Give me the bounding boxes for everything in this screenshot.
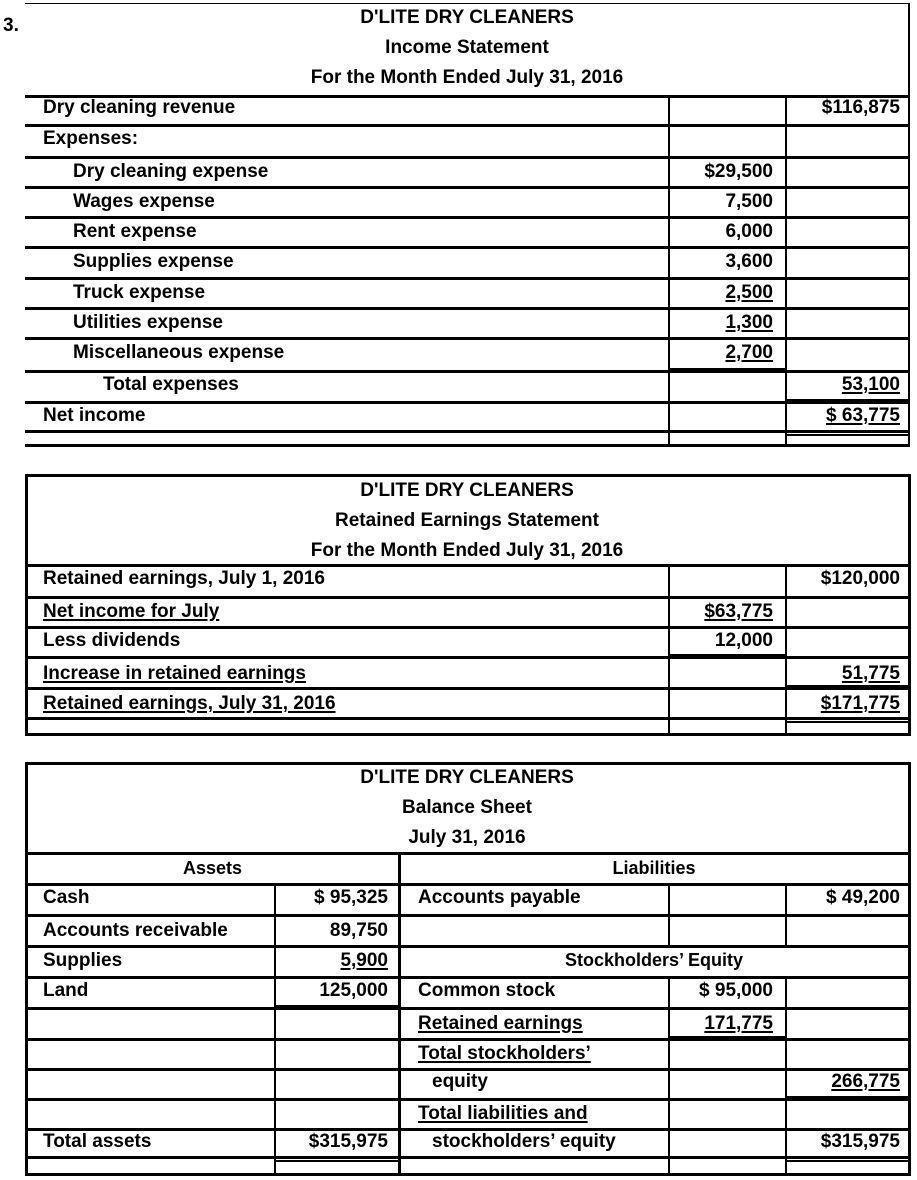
bs-row-rule bbox=[25, 883, 910, 886]
bs-double-rule bbox=[274, 1160, 398, 1162]
bs-row-rule bbox=[25, 976, 910, 979]
re-row-amount-col2: 51,775 bbox=[841, 663, 900, 684]
bs-liability-amount: $ 49,200 bbox=[826, 887, 900, 908]
bs-double-rule bbox=[785, 1156, 910, 1158]
bs-equity-label: Common stock bbox=[418, 980, 556, 1001]
re-row-label: Retained earnings, July 31, 2016 bbox=[43, 693, 336, 714]
bs-asset-label: Cash bbox=[43, 887, 90, 908]
is-row-label: Dry cleaning expense bbox=[73, 161, 269, 182]
is-row-label: Rent expense bbox=[73, 221, 197, 242]
bs-total-liab-equity-amount: $315,975 bbox=[820, 1131, 900, 1152]
is-row-label: Truck expense bbox=[73, 282, 206, 303]
bs-subtotal-rule bbox=[274, 1005, 398, 1010]
problem-number: 3. bbox=[3, 15, 19, 36]
bs-total-equity-label-2: equity bbox=[432, 1071, 488, 1092]
re-row-label: Increase in retained earnings bbox=[43, 663, 306, 684]
bs-equity-header: Stockholders’ Equity bbox=[564, 950, 744, 970]
bs-liabilities-header: Liabilities bbox=[612, 858, 696, 878]
bs-total-assets-label: Total assets bbox=[43, 1131, 152, 1152]
is-row-label: Total expenses bbox=[103, 374, 239, 395]
is-row-amount-col1: 6,000 bbox=[725, 221, 773, 242]
re-row-amount-col1: $63,775 bbox=[704, 601, 773, 622]
bs-date: July 31, 2016 bbox=[408, 827, 526, 848]
is-row-amount-col2: 53,100 bbox=[841, 374, 900, 395]
is-row-label: Miscellaneous expense bbox=[73, 342, 285, 363]
bs-row-rule bbox=[25, 1007, 910, 1010]
is-row-label: Expenses: bbox=[43, 128, 139, 149]
bs-row-rule bbox=[25, 1098, 910, 1101]
bs-left-border bbox=[25, 762, 28, 1176]
bs-title: Balance Sheet bbox=[402, 797, 532, 818]
bs-top-border bbox=[25, 762, 910, 765]
is-period: For the Month Ended July 31, 2016 bbox=[310, 67, 624, 88]
bs-col-rule bbox=[668, 883, 670, 945]
is-company-name: D'LITE DRY CLEANERS bbox=[360, 7, 574, 28]
bs-asset-label: Accounts receivable bbox=[43, 920, 228, 941]
bs-total-liab-equity-label-1: Total liabilities and bbox=[418, 1103, 588, 1124]
is-row-label: Dry cleaning revenue bbox=[43, 97, 236, 118]
is-row-amount-col1: 2,500 bbox=[725, 282, 773, 303]
is-row-amount-col2: $116,875 bbox=[821, 97, 900, 118]
bs-company-name: D'LITE DRY CLEANERS bbox=[360, 767, 574, 788]
is-row-label: Utilities expense bbox=[73, 312, 223, 333]
bs-right-border bbox=[908, 762, 911, 1176]
bs-row-rule bbox=[25, 1156, 910, 1159]
is-title: Income Statement bbox=[385, 37, 549, 58]
re-row-amount-col1: 12,000 bbox=[714, 630, 773, 651]
bs-asset-amount: 125,000 bbox=[319, 980, 388, 1001]
bs-col-rule bbox=[668, 976, 670, 1176]
re-row-label: Retained earnings, July 1, 2016 bbox=[43, 568, 325, 589]
bs-subtotal-rule bbox=[668, 1036, 785, 1041]
bs-liability-label: Accounts payable bbox=[418, 887, 581, 908]
is-row-label: Net income bbox=[43, 405, 146, 426]
bs-row-rule bbox=[25, 914, 910, 917]
bs-double-rule bbox=[274, 1156, 398, 1158]
re-period: For the Month Ended July 31, 2016 bbox=[310, 540, 624, 561]
is-row-label: Wages expense bbox=[73, 191, 215, 212]
bs-total-equity-label-1: Total stockholders’ bbox=[418, 1043, 591, 1064]
bs-equity-amount: $ 95,000 bbox=[699, 980, 773, 1001]
is-row-amount-col1: 1,300 bbox=[725, 312, 773, 333]
is-row-amount-col1: 7,500 bbox=[725, 191, 773, 212]
bs-bottom-border bbox=[25, 1173, 911, 1176]
re-title: Retained Earnings Statement bbox=[335, 510, 599, 531]
bs-equity-amount: 171,775 bbox=[704, 1013, 773, 1034]
re-row-amount-col2: $120,000 bbox=[820, 568, 900, 589]
bs-asset-amount: $ 95,325 bbox=[314, 887, 388, 908]
bs-equity-label: Retained earnings bbox=[418, 1013, 583, 1034]
re-row-label: Less dividends bbox=[43, 630, 181, 651]
bs-asset-label: Land bbox=[43, 980, 89, 1001]
bs-asset-label: Supplies bbox=[43, 950, 123, 971]
re-company-name: D'LITE DRY CLEANERS bbox=[360, 480, 574, 501]
bs-double-rule bbox=[785, 1160, 910, 1162]
is-row-amount-col1: $29,500 bbox=[704, 161, 773, 182]
bs-row-rule bbox=[25, 945, 910, 948]
re-row-amount-col2: $171,775 bbox=[820, 693, 900, 714]
bs-header-rule bbox=[25, 852, 910, 855]
bs-asset-amount: 5,900 bbox=[340, 950, 388, 971]
is-row-label: Supplies expense bbox=[73, 251, 234, 272]
re-row-label: Net income for July bbox=[43, 601, 220, 622]
bs-subtotal-rule bbox=[785, 1096, 908, 1101]
is-row-amount-col2: $ 63,775 bbox=[826, 405, 900, 426]
bs-total-equity-amount: 266,775 bbox=[831, 1071, 900, 1092]
is-row-amount-col1: 2,700 bbox=[725, 342, 773, 363]
is-row-amount-col1: 3,600 bbox=[725, 251, 773, 272]
bs-total-assets-amount: $315,975 bbox=[308, 1131, 388, 1152]
bs-asset-amount: 89,750 bbox=[329, 920, 388, 941]
bs-assets-header: Assets bbox=[182, 858, 243, 878]
bs-total-liab-equity-label-2: stockholders’ equity bbox=[432, 1131, 616, 1152]
